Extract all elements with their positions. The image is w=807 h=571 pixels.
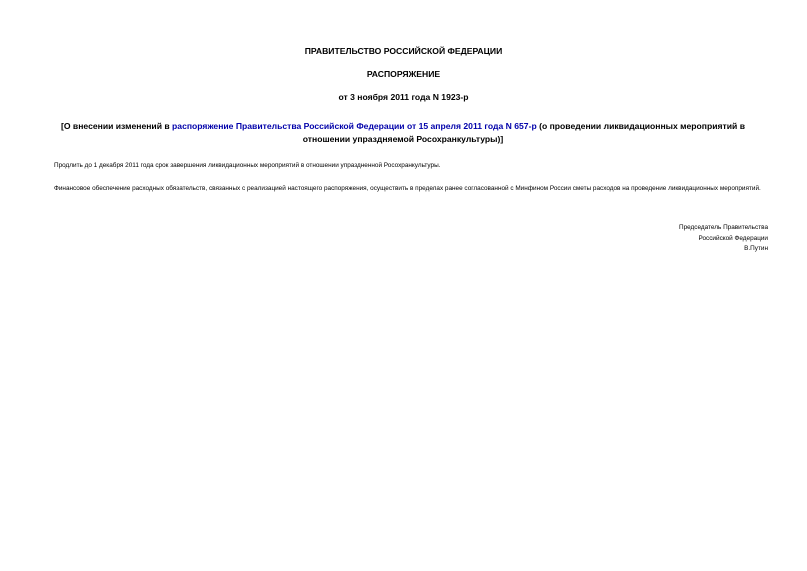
government-title: ПРАВИТЕЛЬСТВО РОССИЙСКОЙ ФЕДЕРАЦИИ	[304, 46, 503, 56]
document-type: РАСПОРЯЖЕНИЕ	[366, 69, 441, 79]
heading-prefix: [О внесении изменений в	[61, 121, 173, 131]
signature-name: В.Путин	[744, 245, 768, 252]
heading-suffix: (о проведении ликвидационных мероприятий в отношении упраздняемой Росохранкультуры)]	[302, 121, 745, 144]
document-date-number: от 3 ноября 2011 года N 1923-р	[338, 92, 469, 102]
document-heading	[40, 120, 766, 145]
signature-position: Председатель Правительства	[679, 224, 768, 231]
signature-organization: Российской Федерации	[698, 234, 768, 242]
referenced-order-link[interactable]: распоряжение Правительства Российской Федерации от 15 апреля 2011 года N 657-р	[172, 121, 537, 131]
paragraph-extension: Продлить до 1 декабря 2011 года срок завершения ликвидационных мероприятий в отношении упраздненной Росохранкультуры.	[54, 162, 441, 169]
signature-block	[568, 223, 768, 255]
paragraph-financing: Финансовое обеспечение расходных обязательств, связанных с реализацией настоящего распоряжения, осуществить в пределах ранее согласованной с Минфином России сметы расходов на проведение ликвидационных мероприятий.	[54, 185, 761, 192]
